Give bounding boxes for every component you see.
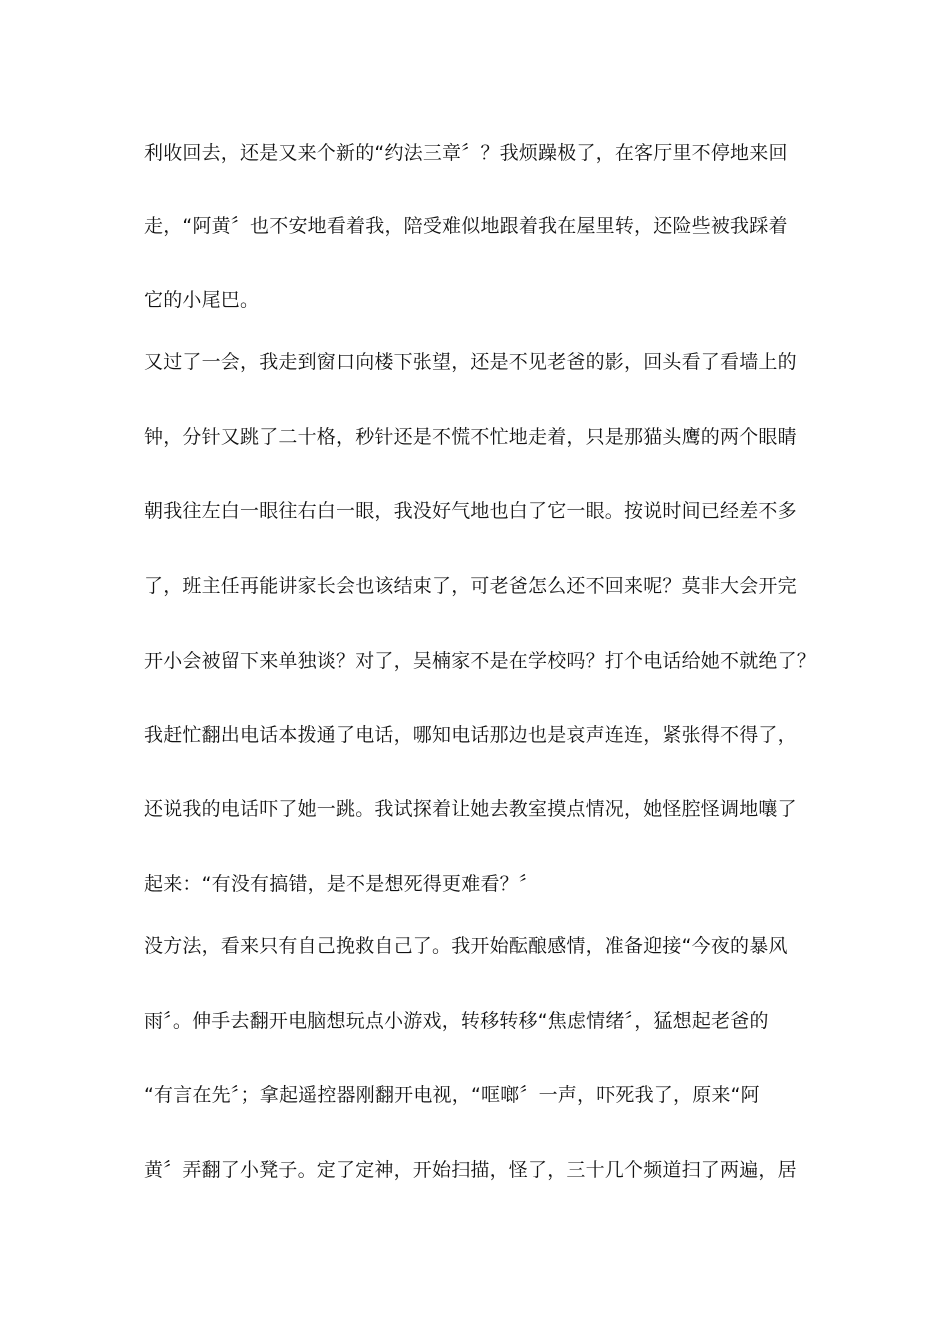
text-line: 利收回去，还是又来个新的“约法三章〞？我烦躁极了，在客厅里不停地来回 (144, 142, 788, 164)
text-line: 起来：“有没有搞错，是不是想死得更难看？〞 (144, 873, 539, 895)
text-line: 又过了一会，我走到窗口向楼下张望，还是不见老爸的影，回头看了看墙上的 (144, 351, 797, 373)
text-line: 没方法，看来只有自己挽救自己了。我开始酝酿感情，准备迎接“今夜的暴风 (144, 935, 788, 957)
text-line: 我赶忙翻出电话本拨通了电话，哪知电话那边也是哀声连连，紧张得不得了， (144, 724, 797, 746)
text-line: 钟，分针又跳了二十格，秒针还是不慌不忙地走着，只是那猫头鹰的两个眼睛 (144, 426, 797, 448)
text-line: “有言在先〞；拿起遥控器刚翻开电视，“哐啷〞一声，吓死我了，原来“阿 (144, 1084, 760, 1106)
text-line: 朝我往左白一眼往右白一眼，我没好气地也白了它一眼。按说时间已经差不多 (144, 500, 797, 522)
text-line: 了，班主任再能讲家长会也该结束了，可老爸怎么还不回来呢？莫非大会开完 (144, 575, 797, 597)
text-line: 它的小尾巴。 (144, 289, 260, 311)
text-line: 走，“阿黄〞也不安地看着我，陪受难似地跟着我在屋里转，还险些被我踩着 (144, 215, 788, 237)
text-line: 雨〞。伸手去翻开电脑想玩点小游戏，转移转移“焦虑情绪〞，猛想起老爸的 (144, 1010, 769, 1032)
text-line: 黄〞弄翻了小凳子。定了定神，开始扫描，怪了，三十几个频道扫了两遍，居 (144, 1159, 797, 1181)
text-line: 还说我的电话吓了她一跳。我试探着让她去教室摸点情况，她怪腔怪调地嚷了 (144, 798, 797, 820)
text-line: 开小会被留下来单独谈？对了，吴楠家不是在学校吗？打个电话给她不就绝了？ (144, 650, 817, 672)
